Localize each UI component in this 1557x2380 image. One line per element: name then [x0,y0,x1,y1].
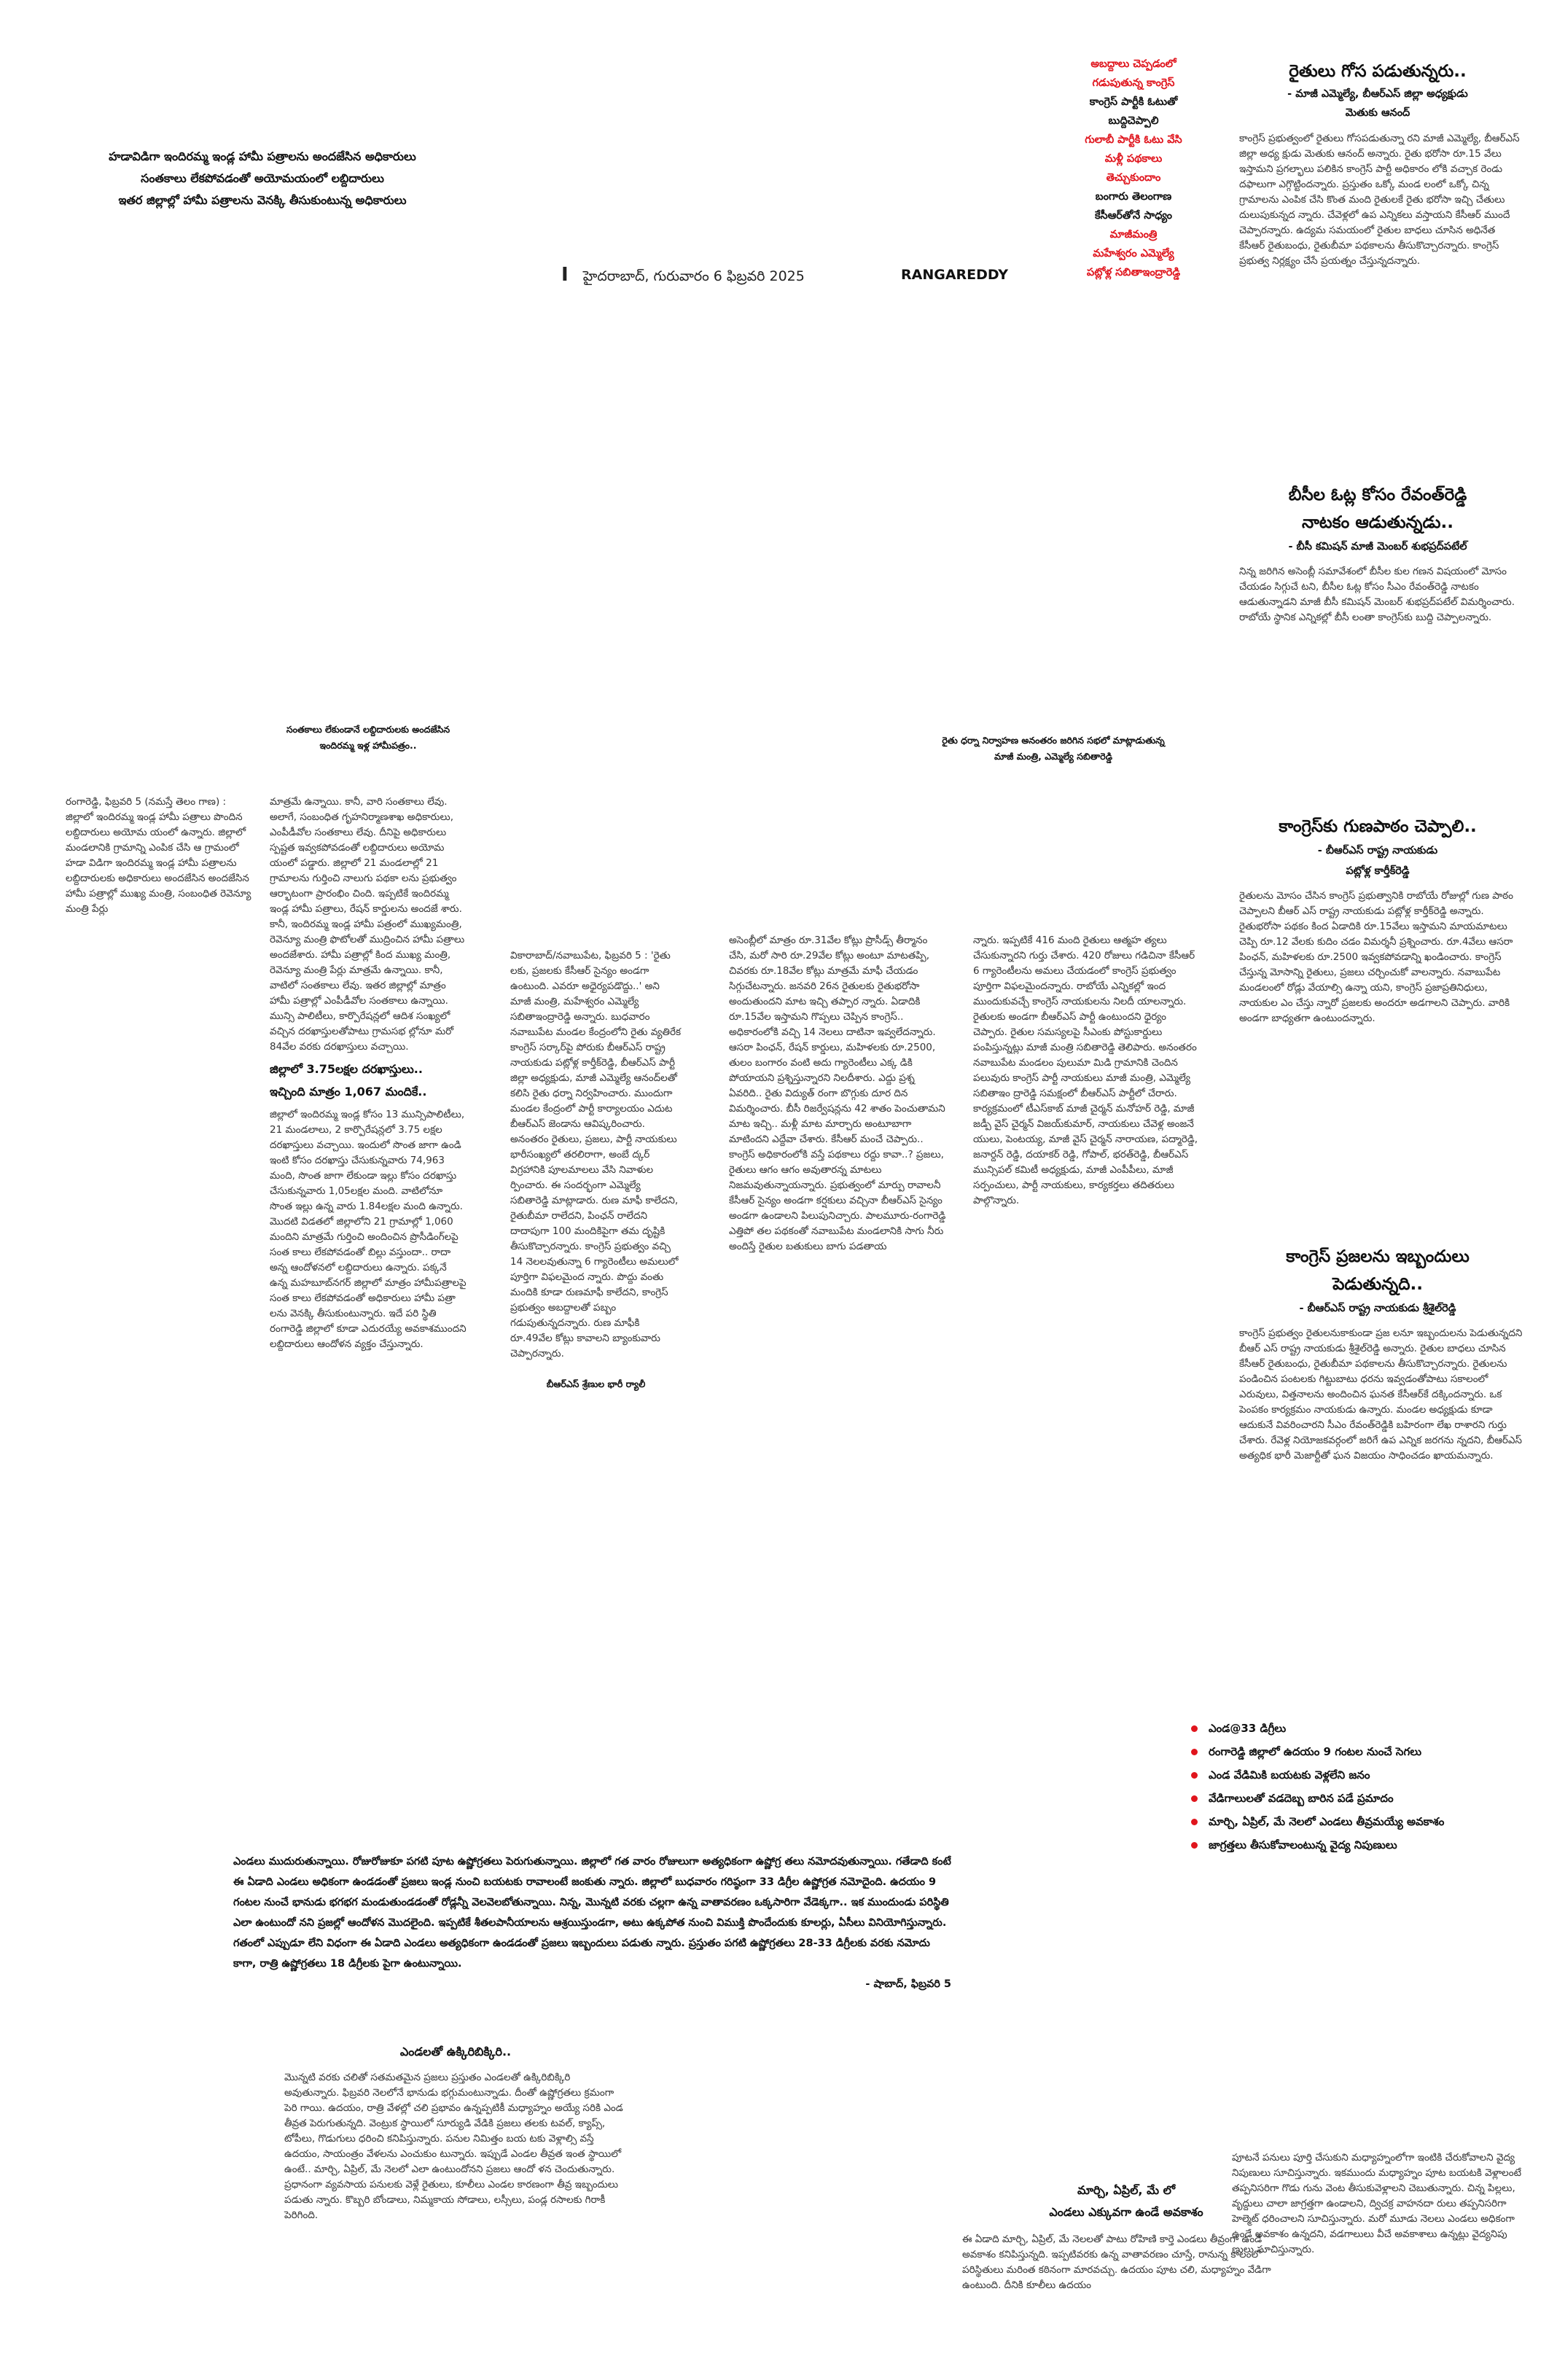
main-story-col-2 [270,795,467,1352]
weather-bullet-text: ఎండ వేడిమికి బయటకు వెళ్లలేని జనం [1209,1768,1370,1782]
center-photo-caption: రైతు ధర్నా నిర్వాహణ అనంతరం జరిగిన సభలో మాట్లాడుతున్న మాజీ మంత్రి, ఎమ్మెల్యే సబితారెడ్డి [942,735,1165,762]
pull-quote-line-1: అబద్దాలు చెప్పడంలో [1090,58,1176,70]
right-story-4-byline: - బీఆర్‌ఎస్ రాష్ట్ర నాయకుడు శ్రీశైల్‌రెడ్డి [1299,1303,1456,1314]
right-story-1 [1232,58,1523,269]
weather-lead [233,1852,951,1994]
weather-bullet [1188,1833,1538,1857]
right-story-2-headline-2: నాటకం ఆడుతున్నడు.. [1302,513,1453,532]
right-story-1-headline: రైతులు గోస పడుతున్నరు.. [1289,62,1467,81]
weather-bullet [1188,1717,1538,1740]
pull-quote-line-3: కాంగ్రెస్ పార్టీకి ఓటుతో [1089,96,1178,108]
pull-quote-line-2: గడుపుతున్న కాంగ్రెస్ [1092,77,1175,89]
bullet-dot-icon [1191,1725,1198,1732]
weather-bullet [1188,1740,1538,1763]
right-story-1-byline-name: మెతుకు ఆనంద్ [1345,107,1410,119]
bullet-dot-icon [1191,1819,1198,1825]
pull-quote-line-6: మళ్లీ పథకాలు [1104,153,1163,165]
main-story-headlines [58,146,467,211]
right-story-2-headline: బీసీల ఓట్ల కోసం రేవంత్‌రెడ్డి [1288,485,1467,504]
pull-quote-line-7: తెచ్చుకుందాం [1106,172,1161,184]
weather-bullet-text: మార్చి, ఏప్రిల్, మే నెలలో ఎండలు తీవ్రమయ్యే అవకాశం [1209,1815,1445,1828]
main-subhead-1: జిల్లాలో 3.75లక్షల దరఖాస్తులు.. [270,1062,423,1076]
center-story-col-2: అసెంబ్లీలో మాత్రం రూ.31వేల కోట్లు ప్రొసీడ్స్ తీర్మానం చేసి, మరో సారి రూ.29వేల కోట్లు అంటూ మాటతప్పి, చివరకు రూ.18వేల కోట్లు మాత్రమే మాఫీ చేయడం సిగ్గుచేటన్నారు. జనవరి 26న రైతులకు రైతుభరోసా అందుతుందని మాట ఇచ్చి తప్పార న్నారు. ఏడాదికి రూ.15వేల ఇస్తామని గొప్పలు చెప్పిన కాంగ్రెస్.. అధికారంలోకి వచ్చి 14 నెలలు దాటినా ఇవ్వలేదన్నారు. ఆసరా పింఛన్, రేషన్ కార్డులు, మహిళలకు రూ.2500, తులం బంగారం వంటి అదు గ్యారెంటీలు ఎక్క డికి పోయాయని ప్రశ్నిస్తున్నారని నిలదీశారు. ఎద్దు ప్రశ్న ఏవరిది.. రైతు విద్యుత్ రంగా బొగ్గుకు దూర దిన విమర్శించారు. బీసీ రిజర్వేషన్లను 42 శాతం పెంచుతామని మాట ఇచ్చి.. మళ్లీ మాట మార్చారు అంటూబాగా మాటిందని ఎద్దేవా చేశారు. కేసీఆర్ మంచే చెప్పారు.. కాంగ్రెస్ అధికారంలోకి వస్తే పథకాలు రద్దు కావా..? ప్రజలు, రైతులు ఆగం ఆగం అవుతారన్న మాటలు నిజమవుతున్నాయన్నారు. ప్రభుత్వంలో మార్పు రావాలనీ కేసీఆర్ సైన్యం అండగా కర్షకులు వచ్చినా బీఆర్‌ఎస్ సైన్యం అండగా ఉండాలని పిలుపునిచ్చారు. పాలమూరు-రంగారెడ్డి ఎత్తిపో తల పథకంతో నవాబుపేట మండలానికి సాగు నీరు అందిస్తే రైతుల బతుకులు బాగు పడతాయ [729,935,946,1252]
right-story-2 [1232,481,1523,625]
right-story-3-byline: - బీఆర్‌ఎస్ రాష్ట్ర నాయకుడు [1317,845,1438,857]
right-story-4 [1232,1243,1523,1464]
bullet-dot-icon [1191,1749,1198,1755]
pull-quote-line-4: బుద్దిచెప్పాలి [1108,115,1159,127]
center-story-col-1-text: వికారాబాద్/నవాబుపేట, ఫిబ్రవరి 5 : 'రైతు లకు, ప్రజలకు కేసీఆర్ సైన్యం అండగా ఉంటుంది. ఎవరూ అధైర్యపడొద్దు..' అని మాజీ మంత్రి, మహేశ్వరం ఎమ్మెల్యే సబితాఇంద్రారెడ్డి అన్నారు. బుధవారం నవాబుపేట మండల కేంద్రంలోని రైతు వ్యతిరేక కాంగ్రెస్ సర్కార్‌పై పోరుకు బీఆర్‌ఎస్ రాష్ట్ర నాయకుడు పట్లోళ్ల కార్తీక్‌రెడ్డి, బీఆర్‌ఎస్ పార్టీ జిల్లా అధ్యక్షుడు, మాజీ ఎమ్మెల్యే ఆనంద్‌లతో కలిసి రైతు ధర్నా నిర్వహించారు. ముందుగా మండల కేంద్రంలో పార్టీ కార్యాలయం ఎదుట బీఆర్‌ఎస్ జెండాను ఆవిష్కరించారు. అనంతరం రైతులు, ప్రజలు, పార్టీ నాయకులు భారీసంఖ్యలో తరలిరాగా, అంబే ద్కర్ విగ్రహానికి పూలమాలలు వేసి నివాళుల ర్పించారు. ఈ సందర్భంగా ఎమ్మెల్యే సబితారెడ్డి మాట్లాడారు. రుణ మాఫీ కాలేదని, రైతుబీమా రాలేదని, పింఛన్ రాలేదని దాదాపుగా 100 మందికిపైగా తమ దృష్టికి తీసుకొచ్చారన్నారు. కాంగ్రెస్ ప్రభుత్వం వచ్చి 14 నెలలవుతున్నా 6 గ్యారెంటీలు అమలులో పూర్తిగా విఫలమైంద న్నారు. పొద్దు వంతు మందికి కూడా రుణమాఫీ కాలేదని, కాంగ్రెస్ ప్రభుత్వం అబద్దాలతో పబ్బం గడుపుతున్నదన్నారు. రుణ మాఫీకి రూ.49వేల కోట్లు కావాలని బ్యాంకువారు చెప్పారన్నారు. [510,950,682,1359]
main-headline-3: ఇతర జిల్లాల్లో హామీ పత్రాలను వెనక్కి తీసుకుంటున్న అధికారులు [118,193,407,207]
right-story-3-headline: కాంగ్రెస్‌కు గుణపాఠం చెప్పాలి.. [1279,817,1477,836]
main-subhead-2: ఇచ్చింది మాత్రం 1,067 మందికే.. [270,1085,427,1099]
weather-sub-2-text-col-2: పూటనే పనులు పూర్తి చేసుకుని మధ్యాహ్నంలోగా ఇంటికి చేరుకోవాలని వైద్య నిపుణులు సూచిస్తున్నారు. ఇకముందు మధ్యాహ్నం పూట బయటకి వెళ్లాలంటే తప్పనిసరిగా గొడు గును వెంట తీసుకువెళ్లాలని చెబుతున్నారు. చిన్న పిల్లలు, వృద్దులు చాలా జాగ్రత్తగా ఉండాలని, ద్విచక్ర వాహనదా రులు తప్పనిసరిగా హెల్మెట్ ధరించాలని సూచిస్తున్నారు. మరో మూడు నెలలు ఎండలు అధికంగా ఉండే అవకాశం ఉన్నదని, వడగాలులు వీచే అవకాశాలు ఉన్నట్లు వైద్యనిపు ణులు సూచిస్తున్నారు. [1232,2152,1522,2255]
weather-bullet [1188,1763,1538,1787]
weather-bullet [1188,1810,1538,1833]
center-story-photo-caption: బీఆర్‌ఎస్ శ్రేణుల భారీ ర్యాలీ [546,1378,646,1389]
right-story-1-text: కాంగ్రెస్ ప్రభుత్వంలో రైతులు గోసపడుతున్నా రని మాజీ ఎమ్మెల్యే, బీఆర్‌ఎస్ జిల్లా అధ్య క్షుడు మెతుకు ఆనంద్ అన్నారు. రైతు భరోసా రూ.15 వేలు ఇస్తామని ప్రగల్భాలు పలికిన కాంగ్రెస్ పార్టీ అధికారం లోకి వచ్చాక రెండు దఫాలుగా ఎగ్గొట్టిందన్నారు. ప్రస్తుతం ఒక్కో మండ లంలో ఒక్కో చిన్న గ్రామాలను ఎంపిక చేసి కొంత మంది రైతులకే రైతు భరోసా ఇచ్చి చేతులు దులుపుకున్నద న్నారు. చేవెళ్లలో ఉప ఎన్నికలు వస్తాయని కేసీఆర్ ముందే చెప్పారన్నారు. ఉద్యమ సమయంలో రైతుల బాధలు చూసిన అధినేత కేసీఆర్ రైతుబంధు, రైతుబీమా పథకాలను తీసుకొచ్చారన్నారు. కాంగ్రెస్ ప్రభుత్వ నిర్లక్ష్యం చేసే ప్రయత్నం చేస్తున్నదన్నారు. [1239,133,1520,267]
folio-mark: I [561,264,569,286]
right-story-2-text: నిన్న జరిగిన అసెంబ్లీ సమావేశంలో బీసీల కుల గణన విషయంలో మోసం చేయడం సిగ్గుచే టని, బీసీల ఓట్ల కోసం సీఎం రేవంత్‌రెడ్డి నాటకం ఆడుతున్నాడని మాజీ బీసీ కమిషన్ మెంబర్ శుభప్రద్‌పటేల్ విమర్శించారు. రాబోయే స్థానిక ఎన్నికల్లో బీసీ లంతా కాంగ్రెస్‌కు బుద్ది చెప్పాలన్నారు. [1239,566,1515,623]
main-photo-caption: సంతకాలు లేకుండానే లబ్దిదారులకు అందజేసిన ఇందిరమ్మ ఇళ్ల హామీపత్రం.. [286,724,450,751]
weather-bullet-text: జాగ్రత్తలు తీసుకోవాలంటున్న వైద్య నిపుణులు [1209,1838,1397,1852]
dateline-text: హైదరాబాద్, గురువారం 6 ఫిబ్రవరి 2025 [582,268,805,284]
weather-bullet-text: ఎండ@33 డిగ్రీలు [1209,1722,1287,1735]
right-story-4-headline: కాంగ్రెస్ ప్రజలను ఇబ్బందులు [1286,1247,1470,1266]
center-story-col-1 [510,933,682,1407]
pull-quote [1042,55,1225,282]
main-headline-2: సంతకాలు లేకపోవడంతో అయోమయంలో లబ్దిదారులు [141,171,384,185]
main-headline-1: హడావిడిగా ఇందిరమ్మ ఇండ్ల హామీ పత్రాలను అందజేసిన అధికారులు [109,149,416,163]
right-story-3 [1232,813,1523,1026]
right-story-1-byline: - మాజీ ఎమ్మెల్యే, బీఆర్‌ఎస్ జిల్లా అధ్యక్షుడు [1287,88,1468,100]
pull-quote-line-12: పట్లోళ్ల సబితాఇంద్రారెడ్డి [1086,267,1181,278]
center-story-col-3: న్నారు. ఇప్పటికే 416 మంది రైతులు ఆత్మహ త్యలు చేసుకున్నారని గుర్తు చేశారు. 420 రోజులు గడిచినా కేసీఆర్ 6 గ్యారెంటీలను అమలు చేయడంలో కాంగ్రెస్ ప్రభుత్వం పూర్తిగా విఫలమైందన్నారు. రాబోయే ఎన్నికల్లో ఇంద ముందుకువచ్చే కాంగ్రెస్ నాయకులను నిలదీ యాలన్నారు. రైతులకు అండగా బీఆర్‌ఎస్ పార్టీ ఉంటుందని ధైర్యం చెప్పారు. రైతుల సమస్యలపై సీఎంకు పోస్టుకార్డులు పంపిస్తున్నట్లు మాజీ మంత్రి సబితారెడ్డి తెలిపారు. అనంతరం నవాబుపేట మండలం పులుమా మిడి గ్రామానికి చెందిన పలువురు కాంగ్రెస్ పార్టీ నాయకులు మాజీ మంత్రి, ఎమ్మెల్యే సబితాఇం ద్రారెడ్డి సమక్షంలో బీఆర్‌ఎస్ పార్టీలో చేరారు. కార్యక్రమంలో టీఎస్‌కాబ్ మాజీ చైర్మన్ మనోహర్ రెడ్డి, మాజీ జడ్పీ వైస్ చైర్మన్ విజయ్‌కుమార్, నాయకులు చేవెళ్ల అంజనే యులు, పెంటయ్య, మాజీ వైస్ చైర్మన్ నారాయణ, పద్మారెడ్డి, జనార్దన్ రెడ్డి, దయాకర్ రెడ్డి, గోపాల్, భరత్‌రెడ్డి, బీఆర్‌ఎస్ మున్సిపల్ కమిటీ అధ్యక్షుడు, మాజీ ఎంపీపీలు, మాజీ సర్పంచులు, పార్టీ నాయకులు, కార్యకర్తలు తదితరులు పాల్గొన్నారు. [973,935,1198,1206]
weather-sub-1 [284,2041,627,2223]
weather-bullet-text: వేడిగాలులతో వడదెబ్బ బారిన పడే ప్రమాదం [1209,1792,1394,1805]
weather-sub-2-title-1: మార్చి, ఏప్రిల్, మే లో [1077,2183,1176,2197]
right-story-2-byline: - బీసీ కమిషన్ మాజీ మెంబర్ శుభప్రద్‌పటేల్ [1288,541,1467,553]
bullet-dot-icon [1191,1772,1198,1779]
pull-quote-line-9: కేసీఆర్‌తోనే సాధ్యం [1094,210,1173,222]
pull-quote-line-10: మాజీమంత్రి [1109,229,1158,241]
weather-sub-1-title: ఎండలతో ఉక్కిరిబిక్కిరి.. [399,2045,512,2059]
weather-bullets [1188,1717,1538,1857]
bullet-dot-icon [1191,1842,1198,1849]
bullet-dot-icon [1191,1795,1198,1802]
right-story-3-text: రైతులను మోసం చేసిన కాంగ్రెస్ ప్రభుత్వానికి రాబోయే రోజుల్లో గుణ పాఠం చెప్పాలని బీఆర్ ఎస్ రాష్ట్ర నాయకుడు పట్లోళ్ల కార్తీక్‌రెడ్డి అన్నారు. రైతుభరోసా పథకం కింద ఏడాదికి రూ.15వేలు ఇస్తామని మాయమాటలు చెప్పి రూ.12 వేలకు కుదిం చడం విమర్శనీ ప్రశ్నించారు. రూ.4వేలు ఆసరా పింఛన్, మహిళలకు రూ.2500 ఇవ్వకపోవడాన్ని ఖండించారు. కాంగ్రెస్ చేస్తున్న మోసాన్ని రైతులు, ప్రజలు చర్చించుకో వాలన్నారు. నవాబుపేట మండలంలో రోడ్లు వేయాల్సి ఉన్నా యని, కాంగ్రెస్ ప్రజాప్రతినిధులు, నాయకుల ఎం చేస్తు న్నారో ప్రజలకు అందరూ అడగాలని చెప్పారు. వారికి అండగా బాధ్యతగా ఉంటుందన్నారు. [1239,890,1514,1024]
main-story-col-1: రంగారెడ్డి, ఫిబ్రవరి 5 (నమస్తే తెలం గాణ) : జిల్లాలో ఇందిరమ్మ ఇండ్ల హామీ పత్రాలు పొందిన లబ్దిదారులు అయోమ యంలో ఉన్నారు. జిల్లాలో మండలానికి గ్రామాన్ని ఎంపిక చేసి ఆ గ్రామంలో హడా విడిగా ఇందిరమ్మ ఇండ్ల హామీ పత్రాలను లబ్దిదారులకు అధికారులు అందజేసిన అందజేసిన హామీ పత్రాల్లో ముఖ్య మంత్రి, సంబంధిత రెవెన్యూ మంత్రి పేర్లు [66,796,251,915]
pull-quote-line-5: గులాబీ పార్టీకి ఓటు వేసి [1085,134,1182,146]
right-story-4-headline-2: పెడుతున్నది.. [1332,1275,1423,1294]
right-story-4-text: కాంగ్రెస్ ప్రభుత్వం రైతులనుకాకుండా ప్రజ లనూ ఇబ్బందులను పెడుతున్నదని బీఆర్ ఎస్ రాష్ట్ర నాయకుడు శ్రీశైల్‌రెడ్డి అన్నారు. రైతుల బాధలు చూసిన కేసీఆర్ రైతుబంధు, రైతుబీమా పథకాలను తీసుకొచ్చారన్నారు. రైతులను పండించిన పంటలకు గిట్టుబాటు ధరను ఇవ్వడంతోపాటు సకాలంలో ఎరువులు, విత్తనాలను అందించిన ఘనత కేసీఆర్‌కే దక్కిందన్నారు. ఒక పెంపకం కార్యక్రమం నాయకుడు ఉన్నారు. మండల అధ్యక్షుడు కూడా ఆదుకునే వివరించారని సీఎం రేవంత్‌రెడ్డికి బహిరంగా లేఖ రాశారని గుర్తు చేశారు. రేవెళ్ల నియోజకవర్గంలో జరిగే ఉప ఎన్నిక జరగను న్నదని, బీఆర్‌ఎస్ అత్యధిక భారీ మెజార్టీతో ఘన విజయం సాధించడం ఖాయమన్నారు. [1239,1327,1523,1462]
weather-bullet [1188,1787,1538,1810]
right-story-3-byline-name: పట్లోళ్ల కార్తీక్‌రెడ్డి [1346,865,1410,877]
main-story-col-2b: జిల్లాలో ఇందిరమ్మ ఇండ్ల కోసం 13 మున్సిపాలిటీలు, 21 మండలాలు, 2 కార్పొరేషన్లలో 3.75 లక్షల దరఖాస్తులు వచ్చాయి. ఇందులో సొంత జాగా ఉండి ఇంటి కోసం దరఖాస్తు చేసుకున్నవారు 74,963 మంది, సొంత జాగా లేకుండా ఇల్లు కోసం దరఖాస్తు చేసుకున్నవారు 1,05లక్షల మంది. వాటిలోనూ సొంత ఇల్లు ఉన్న వారు 1.84లక్షల మంది ఉన్నారు. మొదటి విడతలో జిల్లాలోని 21 గ్రామాల్లో 1,060 మందిని మాత్రమే గుర్తించి అందించిన ప్రొసీడింగ్‌లపై సంత కాలు లేకపోవడంతో బిల్లు వస్తుందా.. రాదా అన్న ఆందోళనలో లబ్దిదారులు ఉన్నారు. పక్కనే ఉన్న మహబూబ్‌నగర్ జిల్లాలో మాత్రం హామీపత్రాలపై సంత కాలు లేకపోవడంతో అధికారులు హామీ పత్రా లను వెనక్కి తీసుకుంటున్నారు. ఇదే పరి స్థితి రంగారెడ్డి జిల్లాలో కూడా ఎదురయ్యే అవకాశముందని లబ్దిదారులు ఆందోళన వ్యక్తం చేస్తున్నారు. [270,1109,467,1350]
weather-sub-2-text: ఈ ఏడాది మార్చి, ఏప్రిల్, మే నెలలతో పాటు రోహిణి కార్తె ఎండలు తీవ్రంగా ఉండే అవకాశం కనిపిస్తున్నది. ఇప్పటివరకు ఉన్న వాతావరణం చూస్తే, రానున్న కాలంలో పరిస్థితులు మరింత కఠినంగా మారవచ్చు. ఉదయం పూట చలి, మధ్యాహ్నం వేడిగా ఉంటుంది. దీనికి కూలీలు ఉదయం [962,2233,1271,2291]
weather-lead-byline: - షాబాద్, ఫిబ్రవరి 5 [865,1978,951,1990]
weather-sub-2-title-2: ఎండలు ఎక్కువగా ఉండే అవకాశం [1049,2205,1203,2219]
main-story-col-2a: మాత్రమే ఉన్నాయి. కానీ, వారి సంతకాలు లేవు. అలాగే, సంబంధిత గృహనిర్మాణశాఖ అధికారులు, ఎంపీడీవోల సంతకాలు లేవు. దీనిపై అధికారులు స్పష్టత ఇవ్వకపోవడంతో లబ్దిదారులు అయోమ యంలో పడ్డారు. జిల్లాలో 21 మండలాల్లో 21 గ్రామాలను గుర్తించి నాలుగు పథకా లను ప్రభుత్వం ఆర్భాటంగా ప్రారంభిం చింది. ఇప్పటికే ఇందిరమ్మ ఇండ్ల హామీ పత్రాలు, రేషన్ కార్డులను అందజే శారు. కానీ, ఇందిరమ్మ ఇండ్ల హామీ పత్రంలో ముఖ్యమంత్రి, రెవెన్యూ మంత్రి ఫొటోలతో ముద్రించిన హామీ పత్రాలు అందజేశారు. హామీ పత్రాల్లో కింద ముఖ్య మంత్రి, రెవెన్యూ మంత్రి పేర్లు మాత్రమే ఉన్నాయి. కానీ, వాటిలో సంతకాలు లేవు. ఇతర జిల్లాల్లో మాత్రం హామీ పత్రాల్లో ఎంపీడీవోల సంతకాలు ఉన్నాయి. మున్సి పాలిటీలు, కార్పొరేషన్లలో ఆదిశ సంఖ్యలో వచ్చిన దరఖాస్తులతోపాటు గ్రామసభ ల్లోనూ మరో 84వేల వరకు దరఖాస్తులు వచ్చాయి. [270,796,465,1053]
weather-sub-1-text: మొన్నటి వరకు చలితో సతమతమైన ప్రజలు ప్రస్తుతం ఎండలతో ఉక్కిరిబిక్కిరి అవుతున్నారు. ఫిబ్రవరి నెలలోనే భానుడు భగ్గుమంటున్నాడు. దీంతో ఉష్ణోగ్రతలు క్రమంగా పెరి గాయి. ఉదయం, రాత్రి వేళల్లో చలి ప్రభావం ఉన్నప్పటికీ మధ్యాహ్నం అయ్యే సరికి ఎండ తీవ్రత పెరుగుతున్నది. వెంట్రుక స్థాయిలో సూర్యుడి వేడికి ప్రజలు తలకు టవల్, క్యాప్స్, టోపీలు, గొడుగులు ధరించి కనిపిస్తున్నారు. పనుల నిమిత్తం బయ టకు వెళ్లాల్సి వస్తే ఉదయం, సాయంత్రం వేళలను ఎంచుకుం టున్నారు. ఇప్పుడే ఎండల తీవ్రత ఇంత స్థాయిలో ఉంటే.. మార్చి, ఏప్రిల్, మే నెలలో ఎలా ఉంటుందోనని ప్రజలు ఆందో ళన చెందుతున్నారు. ప్రధానంగా వ్యవసాయ పనులకు వెళ్లే రైతులు, కూలీలు ఎండల కారణంగా తీవ్ర ఇబ్బందులు పడుతు న్నారు. కొబ్బరి బోండాలు, నిమ్మకాయ సోడాలు, లస్సీలు, పండ్ల రసాలకు గిరాకీ పెరిగింది. [284,2072,623,2221]
weather-bullet-text: రంగారెడ్డి జిల్లాలో ఉదయం 9 గంటల నుంచే సెగలు [1209,1745,1422,1758]
dateline [561,264,805,288]
weather-lead-text: ఎండలు ముదురుతున్నాయి. రోజురోజుకూ పగటి పూట ఉష్ణోగ్రతలు పెరుగుతున్నాయి. జిల్లాలో గత వారం రోజులుగా అత్యధికంగా ఉష్ణోగ్ర తలు నమోదవుతున్నాయి. గతేడాది కంటే ఈ ఏడాది ఎండలు అధికంగా ఉండడంతో ప్రజలు ఇండ్ల నుంచి బయటకు రావాలంటే జంకుతు న్నారు. జిల్లాలో బుధవారం గరిష్ఠంగా 33 డిగ్రీల ఉష్ణోగ్రత నమోదైంది. ఉదయం 9 గంటల నుంచే భానుడు భగభగ మండుతుండడంతో రోడ్లన్నీ వెలవెలబోతున్నాయి. నిన్న, మొన్నటి వరకు చల్లగా ఉన్న వాతావరణం ఒక్కసారిగా వేడెక్కగా.. ఇక ముందుండు పరిస్థితి ఎలా ఉంటుందో నని ప్రజల్లో ఆందోళన మొదలైంది. ఇప్పటికే శీతలపానీయాలను ఆశ్రయిస్తుండగా, అటు ఉక్కపోత నుంచి విముక్తి పొందేందుకు కూలర్లు, ఏసీలు వినియోగిస్తున్నారు. గతంలో ఎప్పుడూ లేని విధంగా ఈ ఏడాది ఎండలు అత్యధికంగా ఉండడంతో ప్రజలు ఇబ్బందులు పడుతు న్నారు. ప్రస్తుతం పగటి ఉష్ణోగ్రతలు 28-33 డిగ్రీలకు వరకు నమోదు కాగా, రాత్రి ఉష్ణోగ్రతలు 18 డిగ్రీలకు పైగా ఉంటున్నాయి. [233,1856,951,1970]
section-name: RANGAREDDY [901,267,1009,283]
pull-quote-line-11: మహేశ్వరం ఎమ్మెల్యే [1093,248,1174,260]
pull-quote-line-8: బంగారు తెలంగాణ [1095,191,1172,203]
